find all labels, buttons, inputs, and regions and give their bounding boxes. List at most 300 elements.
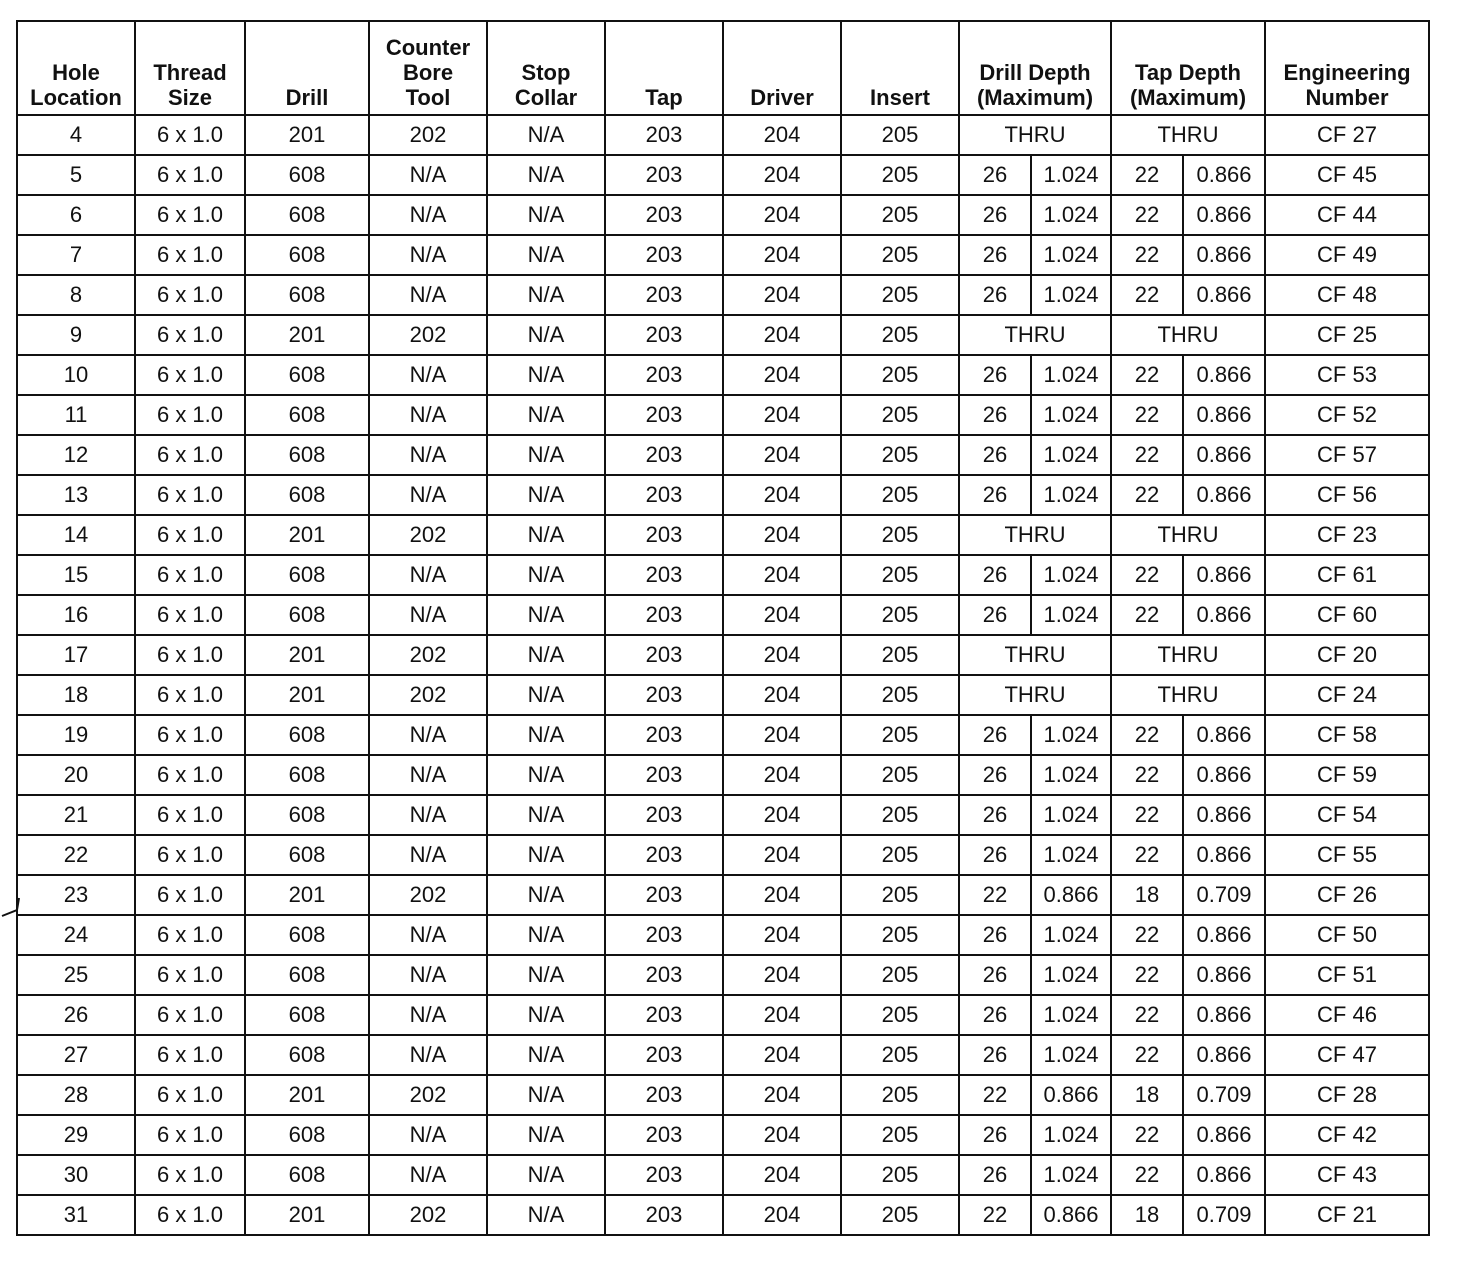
cell-drill: 608 [245,555,369,595]
cell-counter-bore-tool: 202 [369,675,487,715]
cell-drill-depth-mm: 26 [959,795,1031,835]
cell-insert: 205 [841,715,959,755]
cell-stop-collar: N/A [487,595,605,635]
cell-drill: 201 [245,1195,369,1235]
cell-drill-depth-in: 1.024 [1031,715,1111,755]
table-row [17,1195,1429,1235]
header-thread-size: Thread Size [135,21,245,115]
cell-driver: 204 [723,1075,841,1115]
cell-hole-location: 20 [17,755,135,795]
table-row [17,515,1429,555]
table-row [17,595,1429,635]
table-row [17,1075,1429,1115]
cell-insert: 205 [841,755,959,795]
cell-drill: 608 [245,235,369,275]
cell-thread-size: 6 x 1.0 [135,715,245,755]
cell-tap-depth-in: 0.709 [1183,875,1265,915]
cell-drill: 608 [245,715,369,755]
cell-driver: 204 [723,395,841,435]
cell-drill: 608 [245,595,369,635]
cell-stop-collar: N/A [487,1035,605,1075]
cell-drill-depth-mm: 26 [959,755,1031,795]
cell-counter-bore-tool: N/A [369,715,487,755]
cell-thread-size: 6 x 1.0 [135,635,245,675]
cell-insert: 205 [841,315,959,355]
cell-tap-depth-in: 0.866 [1183,235,1265,275]
cell-driver: 204 [723,475,841,515]
cell-drill: 201 [245,115,369,155]
cell-thread-size: 6 x 1.0 [135,955,245,995]
cell-drill-depth-mm: 26 [959,235,1031,275]
cell-drill-depth-in: 1.024 [1031,195,1111,235]
cell-thread-size: 6 x 1.0 [135,475,245,515]
cell-tap-depth-mm: 18 [1111,875,1183,915]
cell-counter-bore-tool: N/A [369,915,487,955]
cell-thread-size: 6 x 1.0 [135,915,245,955]
cell-tap-depth-mm: 18 [1111,1075,1183,1115]
cell-engineering-number: CF 43 [1265,1155,1429,1195]
cell-stop-collar: N/A [487,275,605,315]
cell-driver: 204 [723,235,841,275]
cell-drill-depth-in: 1.024 [1031,955,1111,995]
table-row [17,235,1429,275]
cell-thread-size: 6 x 1.0 [135,995,245,1035]
cell-engineering-number: CF 50 [1265,915,1429,955]
cell-stop-collar: N/A [487,835,605,875]
cell-tap-depth-mm: 22 [1111,1155,1183,1195]
cell-tap-depth-in: 0.709 [1183,1075,1265,1115]
cell-hole-location: 27 [17,1035,135,1075]
cell-tap-depth-in: 0.866 [1183,155,1265,195]
cell-engineering-number: CF 56 [1265,475,1429,515]
cell-tap-depth-in: 0.709 [1183,1195,1265,1235]
cell-tap: 203 [605,875,723,915]
cell-tap-depth-in: 0.866 [1183,395,1265,435]
cell-engineering-number: CF 61 [1265,555,1429,595]
cell-counter-bore-tool: N/A [369,435,487,475]
cell-stop-collar: N/A [487,635,605,675]
cell-tap-depth-mm: 22 [1111,555,1183,595]
cell-drill: 608 [245,1035,369,1075]
cell-tap-depth-mm: 22 [1111,915,1183,955]
cell-driver: 204 [723,595,841,635]
cell-drill-depth-mm: 26 [959,995,1031,1035]
cell-tap-depth-in: 0.866 [1183,795,1265,835]
cell-insert: 205 [841,675,959,715]
cell-drill-depth-mm: 26 [959,835,1031,875]
cell-tap-depth-in: 0.866 [1183,915,1265,955]
cell-counter-bore-tool: N/A [369,235,487,275]
cell-tap-depth-mm: 22 [1111,275,1183,315]
cell-insert: 205 [841,1035,959,1075]
cell-counter-bore-tool: 202 [369,315,487,355]
cell-tap-depth-thru: THRU [1111,315,1265,355]
cell-driver: 204 [723,115,841,155]
cell-stop-collar: N/A [487,795,605,835]
cell-tap: 203 [605,435,723,475]
cell-tap-depth-in: 0.866 [1183,995,1265,1035]
cell-stop-collar: N/A [487,555,605,595]
cell-counter-bore-tool: N/A [369,555,487,595]
cell-drill: 201 [245,515,369,555]
cell-tap-depth-in: 0.866 [1183,1155,1265,1195]
cell-stop-collar: N/A [487,675,605,715]
cell-engineering-number: CF 24 [1265,675,1429,715]
cell-counter-bore-tool: N/A [369,275,487,315]
cell-hole-location: 12 [17,435,135,475]
cell-driver: 204 [723,675,841,715]
cell-drill-depth-in: 1.024 [1031,835,1111,875]
table-row [17,395,1429,435]
cell-tap-depth-thru: THRU [1111,675,1265,715]
cell-hole-location: 29 [17,1115,135,1155]
cell-drill-depth-thru: THRU [959,635,1111,675]
cell-drill-depth-in: 1.024 [1031,555,1111,595]
table-row [17,955,1429,995]
cell-insert: 205 [841,1155,959,1195]
cell-drill-depth-mm: 26 [959,715,1031,755]
table-row [17,1115,1429,1155]
cell-engineering-number: CF 55 [1265,835,1429,875]
cell-engineering-number: CF 54 [1265,795,1429,835]
cell-engineering-number: CF 45 [1265,155,1429,195]
cell-driver: 204 [723,915,841,955]
cell-driver: 204 [723,155,841,195]
table-row [17,195,1429,235]
cell-drill-depth-thru: THRU [959,115,1111,155]
cell-hole-location: 28 [17,1075,135,1115]
cell-tap-depth-mm: 22 [1111,435,1183,475]
cell-drill-depth-thru: THRU [959,515,1111,555]
cell-thread-size: 6 x 1.0 [135,1115,245,1155]
cell-drill-depth-mm: 26 [959,355,1031,395]
cell-tap-depth-thru: THRU [1111,635,1265,675]
table-row [17,635,1429,675]
cell-drill: 608 [245,795,369,835]
cell-drill: 608 [245,195,369,235]
cell-drill: 201 [245,875,369,915]
cell-engineering-number: CF 59 [1265,755,1429,795]
cell-tap-depth-in: 0.866 [1183,475,1265,515]
cell-drill-depth-mm: 26 [959,1115,1031,1155]
cell-drill-depth-mm: 26 [959,595,1031,635]
cell-drill: 201 [245,1075,369,1115]
cell-driver: 204 [723,315,841,355]
cell-drill-depth-thru: THRU [959,315,1111,355]
cell-driver: 204 [723,715,841,755]
cell-stop-collar: N/A [487,155,605,195]
cell-engineering-number: CF 57 [1265,435,1429,475]
table-row [17,1035,1429,1075]
cell-tap-depth-in: 0.866 [1183,1115,1265,1155]
cell-engineering-number: CF 42 [1265,1115,1429,1155]
cell-hole-location: 15 [17,555,135,595]
cell-engineering-number: CF 53 [1265,355,1429,395]
cell-drill-depth-in: 1.024 [1031,155,1111,195]
cell-tap: 203 [605,915,723,955]
cell-stop-collar: N/A [487,115,605,155]
cell-stop-collar: N/A [487,1115,605,1155]
cell-tap-depth-mm: 18 [1111,1195,1183,1235]
cell-counter-bore-tool: N/A [369,475,487,515]
cell-tap: 203 [605,555,723,595]
cell-tap: 203 [605,675,723,715]
cell-tap-depth-mm: 22 [1111,235,1183,275]
cell-driver: 204 [723,795,841,835]
cell-thread-size: 6 x 1.0 [135,155,245,195]
cell-tap-depth-in: 0.866 [1183,595,1265,635]
cell-insert: 205 [841,395,959,435]
cell-tap-depth-mm: 22 [1111,955,1183,995]
table-row [17,275,1429,315]
cell-drill: 608 [245,915,369,955]
cell-stop-collar: N/A [487,755,605,795]
cell-insert: 205 [841,1115,959,1155]
cell-thread-size: 6 x 1.0 [135,795,245,835]
table-row [17,715,1429,755]
table-row [17,555,1429,595]
cell-drill: 201 [245,675,369,715]
cell-insert: 205 [841,795,959,835]
cell-tap: 203 [605,1155,723,1195]
cell-insert: 205 [841,595,959,635]
cell-drill: 608 [245,835,369,875]
cell-hole-location: 16 [17,595,135,635]
table-row [17,1155,1429,1195]
cell-engineering-number: CF 60 [1265,595,1429,635]
cell-drill-depth-in: 1.024 [1031,475,1111,515]
cell-engineering-number: CF 47 [1265,1035,1429,1075]
cell-thread-size: 6 x 1.0 [135,875,245,915]
table-row [17,115,1429,155]
cell-drill-depth-mm: 26 [959,195,1031,235]
cell-drill-depth-mm: 22 [959,1075,1031,1115]
cell-tap-depth-mm: 22 [1111,1035,1183,1075]
cell-stop-collar: N/A [487,355,605,395]
cell-insert: 205 [841,515,959,555]
cell-tap-depth-mm: 22 [1111,715,1183,755]
cell-tap: 203 [605,755,723,795]
cell-counter-bore-tool: N/A [369,155,487,195]
cell-hole-location: 11 [17,395,135,435]
cell-tap-depth-mm: 22 [1111,1115,1183,1155]
cell-driver: 204 [723,755,841,795]
cell-drill-depth-in: 1.024 [1031,755,1111,795]
cell-drill-depth-mm: 26 [959,275,1031,315]
cell-hole-location: 8 [17,275,135,315]
cell-stop-collar: N/A [487,915,605,955]
cell-drill: 608 [245,995,369,1035]
cell-insert: 205 [841,555,959,595]
cell-counter-bore-tool: 202 [369,115,487,155]
cell-drill-depth-in: 0.866 [1031,1195,1111,1235]
cell-stop-collar: N/A [487,1155,605,1195]
cell-thread-size: 6 x 1.0 [135,315,245,355]
cell-insert: 205 [841,235,959,275]
cell-hole-location: 17 [17,635,135,675]
cell-stop-collar: N/A [487,315,605,355]
cell-tap-depth-mm: 22 [1111,755,1183,795]
hole-spec-table [16,20,1430,1236]
cell-thread-size: 6 x 1.0 [135,835,245,875]
cell-tap: 203 [605,195,723,235]
cell-tap-depth-mm: 22 [1111,995,1183,1035]
table-row [17,875,1429,915]
cell-drill: 608 [245,275,369,315]
header-insert: Insert [841,21,959,115]
table-row [17,795,1429,835]
cell-tap: 203 [605,515,723,555]
cell-tap-depth-in: 0.866 [1183,195,1265,235]
header-tap: Tap [605,21,723,115]
cell-engineering-number: CF 26 [1265,875,1429,915]
cell-insert: 205 [841,875,959,915]
cell-drill-depth-in: 1.024 [1031,395,1111,435]
table-row [17,155,1429,195]
cell-drill-depth-in: 1.024 [1031,355,1111,395]
cell-tap: 203 [605,315,723,355]
cell-stop-collar: N/A [487,1075,605,1115]
cell-hole-location: 5 [17,155,135,195]
cell-thread-size: 6 x 1.0 [135,675,245,715]
cell-tap-depth-in: 0.866 [1183,955,1265,995]
cell-driver: 204 [723,275,841,315]
cell-stop-collar: N/A [487,435,605,475]
scan-mark [0,896,20,918]
cell-tap-depth-in: 0.866 [1183,1035,1265,1075]
cell-engineering-number: CF 21 [1265,1195,1429,1235]
cell-drill: 608 [245,1115,369,1155]
cell-hole-location: 25 [17,955,135,995]
cell-hole-location: 9 [17,315,135,355]
cell-tap: 203 [605,475,723,515]
cell-tap-depth-in: 0.866 [1183,435,1265,475]
table-row [17,675,1429,715]
cell-tap: 203 [605,995,723,1035]
cell-insert: 205 [841,115,959,155]
cell-counter-bore-tool: 202 [369,1075,487,1115]
cell-thread-size: 6 x 1.0 [135,1075,245,1115]
cell-tap: 203 [605,235,723,275]
cell-thread-size: 6 x 1.0 [135,235,245,275]
table-row [17,355,1429,395]
cell-drill: 608 [245,395,369,435]
cell-engineering-number: CF 27 [1265,115,1429,155]
table-body [17,115,1429,1235]
cell-insert: 205 [841,275,959,315]
cell-drill-depth-in: 1.024 [1031,1115,1111,1155]
cell-tap-depth-mm: 22 [1111,595,1183,635]
cell-counter-bore-tool: N/A [369,1155,487,1195]
cell-stop-collar: N/A [487,475,605,515]
cell-counter-bore-tool: N/A [369,355,487,395]
table-row [17,755,1429,795]
cell-drill-depth-in: 1.024 [1031,795,1111,835]
cell-engineering-number: CF 23 [1265,515,1429,555]
cell-engineering-number: CF 48 [1265,275,1429,315]
cell-drill-depth-mm: 26 [959,955,1031,995]
cell-insert: 205 [841,635,959,675]
cell-tap: 203 [605,1195,723,1235]
cell-driver: 204 [723,1195,841,1235]
cell-drill: 201 [245,315,369,355]
table-row [17,835,1429,875]
cell-tap-depth-thru: THRU [1111,115,1265,155]
cell-counter-bore-tool: 202 [369,1195,487,1235]
cell-tap-depth-in: 0.866 [1183,755,1265,795]
cell-hole-location: 21 [17,795,135,835]
cell-hole-location: 18 [17,675,135,715]
cell-drill: 608 [245,355,369,395]
table-row [17,475,1429,515]
cell-hole-location: 10 [17,355,135,395]
cell-stop-collar: N/A [487,235,605,275]
cell-drill-depth-in: 1.024 [1031,1155,1111,1195]
cell-thread-size: 6 x 1.0 [135,195,245,235]
cell-counter-bore-tool: 202 [369,635,487,675]
cell-drill-depth-mm: 26 [959,1155,1031,1195]
cell-driver: 204 [723,835,841,875]
cell-engineering-number: CF 20 [1265,635,1429,675]
header-stop-collar: Stop Collar [487,21,605,115]
cell-engineering-number: CF 44 [1265,195,1429,235]
header-tap-depth: Tap Depth (Maximum) [1111,21,1265,115]
header-counter-bore-tool: Counter Bore Tool [369,21,487,115]
cell-insert: 205 [841,435,959,475]
cell-driver: 204 [723,195,841,235]
cell-tap: 203 [605,115,723,155]
cell-tap-depth-mm: 22 [1111,835,1183,875]
cell-tap: 203 [605,1075,723,1115]
cell-tap: 203 [605,715,723,755]
cell-tap-depth-mm: 22 [1111,155,1183,195]
cell-tap-depth-mm: 22 [1111,475,1183,515]
cell-insert: 205 [841,195,959,235]
cell-hole-location: 26 [17,995,135,1035]
cell-counter-bore-tool: N/A [369,195,487,235]
cell-insert: 205 [841,835,959,875]
cell-insert: 205 [841,995,959,1035]
cell-drill-depth-in: 1.024 [1031,995,1111,1035]
cell-counter-bore-tool: N/A [369,1035,487,1075]
cell-engineering-number: CF 58 [1265,715,1429,755]
header-row [17,21,1429,115]
cell-hole-location: 24 [17,915,135,955]
cell-engineering-number: CF 52 [1265,395,1429,435]
cell-drill-depth-in: 1.024 [1031,915,1111,955]
cell-hole-location: 19 [17,715,135,755]
cell-engineering-number: CF 49 [1265,235,1429,275]
cell-insert: 205 [841,475,959,515]
cell-drill-depth-mm: 26 [959,155,1031,195]
cell-drill-depth-mm: 26 [959,475,1031,515]
cell-counter-bore-tool: N/A [369,835,487,875]
cell-drill-depth-mm: 22 [959,1195,1031,1235]
header-engineering-number: Engineering Number [1265,21,1429,115]
cell-tap-depth-in: 0.866 [1183,835,1265,875]
cell-thread-size: 6 x 1.0 [135,1155,245,1195]
cell-drill-depth-in: 1.024 [1031,595,1111,635]
cell-drill: 608 [245,475,369,515]
cell-hole-location: 30 [17,1155,135,1195]
cell-tap-depth-thru: THRU [1111,515,1265,555]
cell-drill: 608 [245,755,369,795]
cell-thread-size: 6 x 1.0 [135,435,245,475]
cell-tap-depth-mm: 22 [1111,195,1183,235]
cell-thread-size: 6 x 1.0 [135,755,245,795]
cell-drill: 608 [245,435,369,475]
cell-drill-depth-in: 0.866 [1031,875,1111,915]
